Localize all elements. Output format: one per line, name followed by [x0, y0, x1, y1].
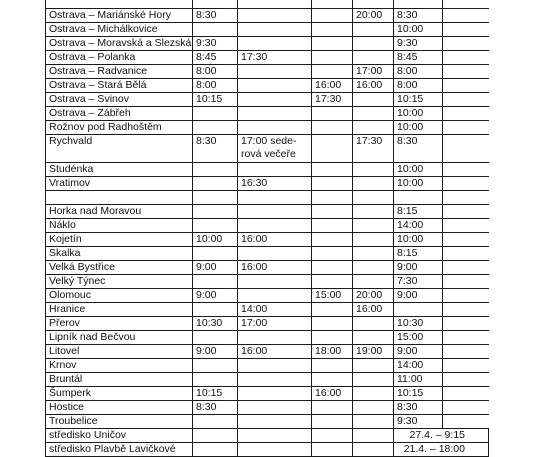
- time-col-3-cell: [312, 163, 353, 177]
- table-row: [46, 289, 489, 303]
- table-row: [46, 331, 489, 345]
- time-col-1-cell: [193, 163, 238, 177]
- time-col-1-cell: 9:00: [193, 289, 238, 303]
- table-row: [46, 429, 489, 443]
- time-col-3-cell: [312, 331, 353, 345]
- table-row: [46, 219, 489, 233]
- service-times-table: [45, 0, 489, 457]
- time-col-2-cell: [238, 373, 312, 387]
- time-col-4-cell: 17:30: [353, 135, 394, 163]
- time-col-5-cell: 10:00: [394, 233, 443, 247]
- time-col-3-cell: 18:00: [312, 345, 353, 359]
- time-col-4-cell: [353, 177, 394, 191]
- table-row: [46, 275, 489, 289]
- place-cell: Litovel: [46, 345, 193, 359]
- table-row: [46, 121, 489, 135]
- place-cell: Troubelice: [46, 415, 193, 429]
- time-col-1-cell: [193, 107, 238, 121]
- table-row: [46, 107, 489, 121]
- time-col-1-cell: 9:00: [193, 261, 238, 275]
- time-col-2-cell: [238, 9, 312, 23]
- edge-cell: [443, 65, 489, 79]
- table-row: [46, 415, 489, 429]
- edge-cell: [443, 233, 489, 247]
- time-col-4-cell: [353, 261, 394, 275]
- edge-cell: [443, 51, 489, 65]
- time-col-3-cell: 16:00: [312, 79, 353, 93]
- empty-cell: [238, 429, 312, 443]
- time-col-3-cell: [312, 261, 353, 275]
- place-cell: Ostrava – Moravská a Slezská: [46, 37, 193, 51]
- time-col-3-cell: [312, 191, 353, 205]
- time-col-3-cell: 15:00: [312, 289, 353, 303]
- time-col-1-cell: 9:30: [193, 37, 238, 51]
- table-row: [46, 93, 489, 107]
- time-col-4-cell: [353, 0, 394, 9]
- edge-cell: [443, 345, 489, 359]
- time-col-3-cell: [312, 233, 353, 247]
- time-col-2-cell: [238, 0, 312, 9]
- table-row: [46, 51, 489, 65]
- time-col-3-cell: 17:30: [312, 93, 353, 107]
- time-col-2-cell: [238, 121, 312, 135]
- time-col-1-cell: [193, 121, 238, 135]
- time-col-1-cell: 10:15: [193, 93, 238, 107]
- place-cell: Ostrava – Michálkovice: [46, 23, 193, 37]
- time-col-2-cell: [238, 331, 312, 345]
- edge-cell: [443, 23, 489, 37]
- table-row: [46, 65, 489, 79]
- time-col-2-cell: 16:30: [238, 177, 312, 191]
- time-col-2-cell: [238, 65, 312, 79]
- time-col-5-cell: 9:00: [394, 345, 443, 359]
- time-col-3-cell: 16:00: [312, 387, 353, 401]
- time-col-4-cell: [353, 219, 394, 233]
- place-cell: Ostrava – Svinov: [46, 93, 193, 107]
- time-col-2-cell: [238, 107, 312, 121]
- time-col-3-cell: [312, 415, 353, 429]
- edge-cell: [443, 0, 489, 9]
- edge-cell: [443, 275, 489, 289]
- edge-cell: [443, 93, 489, 107]
- edge-cell: [443, 331, 489, 345]
- time-col-2-cell: [238, 93, 312, 107]
- time-col-5-cell: 11:00: [394, 373, 443, 387]
- time-col-1-cell: 8:45: [193, 51, 238, 65]
- table-row: [46, 37, 489, 51]
- edge-cell: [443, 163, 489, 177]
- time-col-5-cell: [394, 0, 443, 9]
- time-col-1-cell: [193, 23, 238, 37]
- time-col-1-cell: [193, 177, 238, 191]
- place-cell: Lipník nad Bečvou: [46, 331, 193, 345]
- time-col-2-cell: 17:30: [238, 51, 312, 65]
- time-col-4-cell: [353, 415, 394, 429]
- place-cell: středisko Uničov: [46, 429, 193, 443]
- time-col-5-cell: 8:30: [394, 135, 443, 163]
- table-row: [46, 247, 489, 261]
- time-col-3-cell: [312, 23, 353, 37]
- time-col-5-cell: 10:15: [394, 387, 443, 401]
- time-col-2-cell: [238, 163, 312, 177]
- date-time-cell: 21.4. – 18:00: [394, 443, 489, 457]
- place-cell: Ostrava – Radvanice: [46, 65, 193, 79]
- edge-cell: [443, 261, 489, 275]
- table-row: [46, 261, 489, 275]
- place-cell: Šumperk: [46, 387, 193, 401]
- edge-cell: [443, 135, 489, 163]
- time-col-3-cell: [312, 317, 353, 331]
- time-col-2-cell: 16:00: [238, 233, 312, 247]
- time-col-3-cell: [312, 51, 353, 65]
- edge-cell: [443, 317, 489, 331]
- time-col-5-cell: 9:00: [394, 289, 443, 303]
- time-col-4-cell: [353, 23, 394, 37]
- edge-cell: [443, 387, 489, 401]
- time-col-5-cell: 7:30: [394, 275, 443, 289]
- place-cell: Skalka: [46, 247, 193, 261]
- time-col-1-cell: [193, 359, 238, 373]
- time-col-2-cell: 17:00 sede-rová večeře: [238, 135, 312, 163]
- time-col-2-cell: 16:00: [238, 261, 312, 275]
- time-col-4-cell: [353, 93, 394, 107]
- time-col-1-cell: 8:00: [193, 65, 238, 79]
- time-col-3-cell: [312, 303, 353, 317]
- time-col-1-cell: 8:00: [193, 79, 238, 93]
- time-col-1-cell: [193, 219, 238, 233]
- table-row: [46, 23, 489, 37]
- time-col-2-cell: 16:00: [238, 345, 312, 359]
- table-row: [46, 233, 489, 247]
- time-col-5-cell: 8:30: [394, 9, 443, 23]
- place-cell: Přerov: [46, 317, 193, 331]
- place-cell: Vratimov: [46, 177, 193, 191]
- edge-cell: [443, 401, 489, 415]
- time-col-4-cell: 20:00: [353, 289, 394, 303]
- time-col-1-cell: 9:00: [193, 345, 238, 359]
- time-col-4-cell: [353, 121, 394, 135]
- table-row: [46, 359, 489, 373]
- place-cell: Hostice: [46, 401, 193, 415]
- time-col-4-cell: [353, 373, 394, 387]
- time-col-4-cell: [353, 233, 394, 247]
- time-col-2-cell: [238, 23, 312, 37]
- edge-cell: [443, 359, 489, 373]
- time-col-5-cell: 10:00: [394, 163, 443, 177]
- place-cell: Ostrava – Polanka: [46, 51, 193, 65]
- edge-cell: [443, 303, 489, 317]
- place-cell: Krnov: [46, 359, 193, 373]
- time-col-2-cell: 17:00: [238, 317, 312, 331]
- table-row: [46, 191, 489, 205]
- table-row: [46, 303, 489, 317]
- time-col-1-cell: 10:15: [193, 387, 238, 401]
- time-col-2-cell: [238, 289, 312, 303]
- time-col-3-cell: [312, 219, 353, 233]
- place-cell: Olomouc: [46, 289, 193, 303]
- time-col-3-cell: [312, 107, 353, 121]
- time-col-5-cell: 8:00: [394, 79, 443, 93]
- empty-cell: [193, 443, 238, 457]
- edge-cell: [443, 373, 489, 387]
- place-cell: [46, 0, 193, 9]
- edge-cell: [443, 37, 489, 51]
- date-time-cell: 27.4. – 9:15: [394, 429, 489, 443]
- time-col-5-cell: 10:30: [394, 317, 443, 331]
- time-col-4-cell: 17:00: [353, 65, 394, 79]
- time-col-3-cell: [312, 359, 353, 373]
- empty-cell: [353, 443, 394, 457]
- time-col-5-cell: 8:45: [394, 51, 443, 65]
- time-col-1-cell: [193, 303, 238, 317]
- time-col-2-cell: [238, 79, 312, 93]
- time-col-4-cell: [353, 107, 394, 121]
- time-col-4-cell: 19:00: [353, 345, 394, 359]
- time-col-5-cell: 9:30: [394, 415, 443, 429]
- table-row: [46, 317, 489, 331]
- place-cell: Bruntál: [46, 373, 193, 387]
- time-col-2-cell: [238, 359, 312, 373]
- edge-cell: [443, 247, 489, 261]
- table-row: [46, 0, 489, 9]
- place-cell: [46, 191, 193, 205]
- time-col-3-cell: [312, 121, 353, 135]
- edge-cell: [443, 9, 489, 23]
- place-cell: Velká Bystřice: [46, 261, 193, 275]
- place-cell: Studénka: [46, 163, 193, 177]
- place-cell: středisko Plavbě Lavičkové: [46, 443, 193, 457]
- time-col-3-cell: [312, 0, 353, 9]
- time-col-2-cell: 14:00: [238, 303, 312, 317]
- time-col-4-cell: [353, 359, 394, 373]
- time-col-4-cell: [353, 163, 394, 177]
- time-col-2-cell: [238, 415, 312, 429]
- time-col-1-cell: [193, 205, 238, 219]
- time-col-4-cell: [353, 205, 394, 219]
- place-cell: Ostrava – Stará Bělá: [46, 79, 193, 93]
- time-col-1-cell: [193, 0, 238, 9]
- time-col-3-cell: [312, 401, 353, 415]
- table-row: [46, 163, 489, 177]
- time-col-1-cell: [193, 373, 238, 387]
- time-col-5-cell: 8:15: [394, 205, 443, 219]
- table-row: [46, 135, 489, 163]
- place-cell: Horka nad Moravou: [46, 205, 193, 219]
- time-col-5-cell: 10:00: [394, 177, 443, 191]
- edge-cell: [443, 121, 489, 135]
- place-cell: Kojetín: [46, 233, 193, 247]
- table-row: [46, 373, 489, 387]
- place-cell: Rychvald: [46, 135, 193, 163]
- time-col-4-cell: [353, 51, 394, 65]
- table-row: [46, 177, 489, 191]
- time-col-2-cell: [238, 37, 312, 51]
- time-col-5-cell: 10:00: [394, 107, 443, 121]
- edge-cell: [443, 219, 489, 233]
- time-col-4-cell: [353, 387, 394, 401]
- place-cell: Ostrava – Mariánské Hory: [46, 9, 193, 23]
- time-col-3-cell: [312, 373, 353, 387]
- time-col-2-cell: [238, 191, 312, 205]
- time-col-2-cell: [238, 205, 312, 219]
- place-cell: Náklo: [46, 219, 193, 233]
- table-row: [46, 443, 489, 457]
- time-col-3-cell: [312, 205, 353, 219]
- time-col-5-cell: 15:00: [394, 331, 443, 345]
- time-col-1-cell: 8:30: [193, 9, 238, 23]
- edge-cell: [443, 107, 489, 121]
- time-col-5-cell: 8:15: [394, 247, 443, 261]
- time-col-4-cell: [353, 191, 394, 205]
- time-col-5-cell: 14:00: [394, 219, 443, 233]
- time-col-4-cell: 20:00: [353, 9, 394, 23]
- edge-cell: [443, 415, 489, 429]
- time-col-1-cell: [193, 191, 238, 205]
- time-col-5-cell: 10:00: [394, 23, 443, 37]
- time-col-3-cell: [312, 9, 353, 23]
- time-col-3-cell: [312, 275, 353, 289]
- time-col-4-cell: [353, 401, 394, 415]
- time-col-3-cell: [312, 177, 353, 191]
- time-col-5-cell: 14:00: [394, 359, 443, 373]
- time-col-5-cell: 10:00: [394, 121, 443, 135]
- time-col-4-cell: [353, 331, 394, 345]
- time-col-2-cell: [238, 275, 312, 289]
- empty-cell: [193, 429, 238, 443]
- time-col-3-cell: [312, 247, 353, 261]
- time-col-4-cell: [353, 37, 394, 51]
- time-col-1-cell: [193, 275, 238, 289]
- table-row: [46, 79, 489, 93]
- place-cell: Velký Týnec: [46, 275, 193, 289]
- table-row: [46, 9, 489, 23]
- time-col-5-cell: [394, 191, 443, 205]
- edge-cell: [443, 177, 489, 191]
- time-col-3-cell: [312, 65, 353, 79]
- time-col-2-cell: [238, 387, 312, 401]
- time-col-4-cell: [353, 247, 394, 261]
- time-col-1-cell: [193, 415, 238, 429]
- time-col-2-cell: [238, 247, 312, 261]
- time-col-5-cell: 10:15: [394, 93, 443, 107]
- empty-cell: [312, 443, 353, 457]
- edge-cell: [443, 205, 489, 219]
- edge-cell: [443, 79, 489, 93]
- time-col-3-cell: [312, 135, 353, 163]
- table-row: [46, 401, 489, 415]
- time-col-1-cell: [193, 331, 238, 345]
- time-col-5-cell: 8:00: [394, 65, 443, 79]
- time-col-4-cell: 16:00: [353, 303, 394, 317]
- table-body: [46, 0, 489, 457]
- table-row: [46, 345, 489, 359]
- time-col-1-cell: 10:00: [193, 233, 238, 247]
- time-col-5-cell: 8:30: [394, 401, 443, 415]
- time-col-1-cell: 8:30: [193, 135, 238, 163]
- time-col-2-cell: [238, 401, 312, 415]
- table-row: [46, 387, 489, 401]
- time-col-4-cell: [353, 275, 394, 289]
- edge-cell: [443, 191, 489, 205]
- empty-cell: [238, 443, 312, 457]
- time-col-5-cell: 9:00: [394, 261, 443, 275]
- time-col-1-cell: 8:30: [193, 401, 238, 415]
- time-col-3-cell: [312, 37, 353, 51]
- time-col-5-cell: 9:30: [394, 37, 443, 51]
- edge-cell: [443, 289, 489, 303]
- time-col-1-cell: [193, 247, 238, 261]
- time-col-4-cell: [353, 317, 394, 331]
- place-cell: Rožnov pod Radhoštěm: [46, 121, 193, 135]
- time-col-5-cell: [394, 303, 443, 317]
- place-cell: Ostrava – Zábřeh: [46, 107, 193, 121]
- place-cell: Hranice: [46, 303, 193, 317]
- time-col-2-cell: [238, 219, 312, 233]
- time-col-4-cell: 16:00: [353, 79, 394, 93]
- time-col-1-cell: 10:30: [193, 317, 238, 331]
- empty-cell: [312, 429, 353, 443]
- empty-cell: [353, 429, 394, 443]
- table-row: [46, 205, 489, 219]
